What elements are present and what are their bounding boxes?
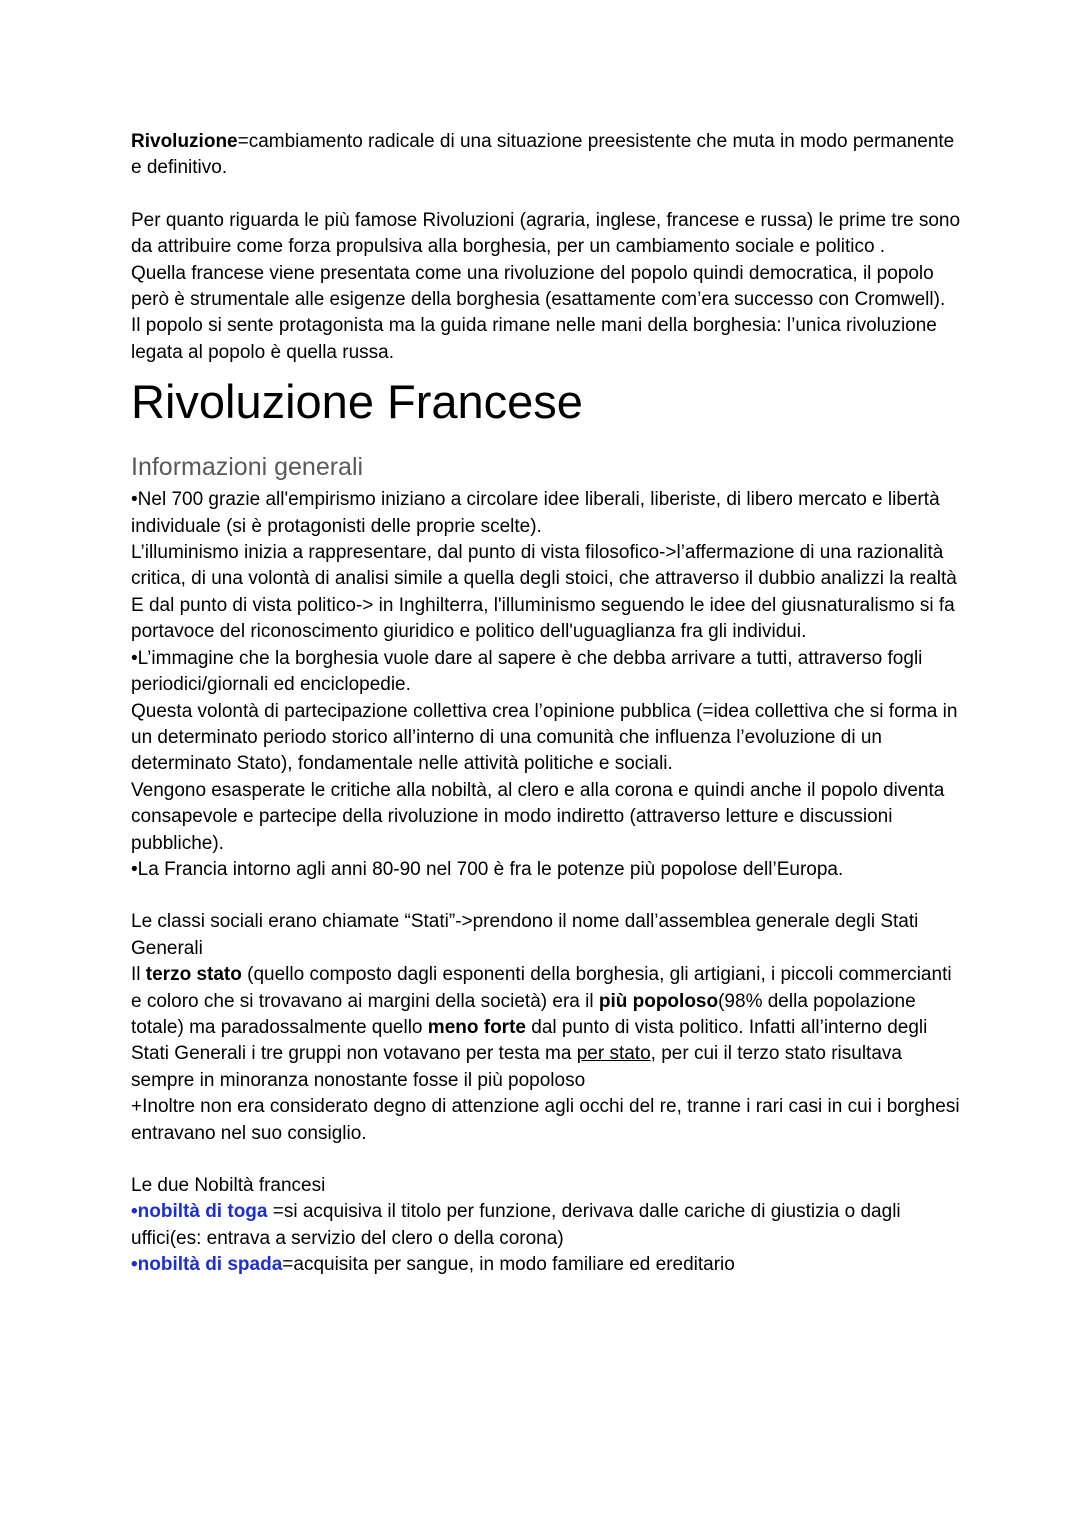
classes-paragraph-3: +Inoltre non era considerato degno di attenzione agli occhi del re, tranne i rari casi in cui i borghesi entravano nel suo consiglio. [131,1096,960,1144]
definition-text: =cambiamento radicale di una situazione preesistente che muta in modo permanente e definitivo. [131,131,955,179]
intro-paragraph-3: Il popolo si sente protagonista ma la guida rimane nelle mani della borghesia: l’unica rivoluzione legata al popolo è quella russa. [131,315,937,363]
intro-paragraph-2: Quella francese viene presentata come una rivoluzione del popolo quindi democratica, il popolo però è strumentale alle esigenze della borghesia (esattamente com’era successo con Cromwell). [131,262,946,311]
nobility-spada-text: =acquisita per sangue, in modo familiare ed ereditario [282,1254,735,1276]
section-paragraph-6: Vengono esasperate le critiche alla nobiltà, al clero e alla corona e quindi anche il popolo diventa consapevole e partecipe della rivoluzione in modo indiretto (attraverso letture e discussioni pubbliche). [131,779,945,854]
classes-paragraph-2 [131,962,961,1094]
section-paragraph-4: •L’immagine che la borghesia vuole dare al sapere è che debba arrivare a tutti, attraverso fogli periodici/giornali ed enciclopedie. [131,647,923,696]
classes-text-1: Il [131,964,146,986]
section-paragraph-5: Questa volontà di partecipazione collettiva crea l’opinione pubblica (=idea collettiva che si forma in un determinato periodo storico all’interno di una comunità che influenza l’evoluzione di un determinato Stato), fondamentale nelle attività politiche e sociali. [131,700,958,775]
classes-text-3: (98% della popolazione totale) ma paradossalmente quello [131,990,916,1038]
section-paragraph-1: •Nel 700 grazie all'empirismo iniziano a circolare idee liberali, liberiste, di libero mercato e libertà individuale (si è protagonisti delle proprie scelte). [131,489,940,537]
classes-text-5: , per cui il terzo stato risultava sempre in minoranza nonostante fosse il più popoloso [131,1043,902,1091]
nobility-spada [131,1252,961,1278]
nobility-spada-term: •nobiltà di spada [131,1254,283,1276]
revolution-definition [131,129,961,182]
classes-paragraph-1: Le classi sociali erano chiamate “Stati”->prendono il nome dall’assemblea generale degli Stati Generali [131,911,919,959]
term-piu-popoloso: più popoloso [598,990,719,1012]
classes-text-2: (quello composto dagli esponenti della borghesia, gli artigiani, i piccoli commercianti e coloro che si trovavano ai margini della società) era il [131,964,952,1012]
document-title: Rivoluzione Francese [131,375,583,429]
nobility-toga-term: •nobiltà di toga [131,1201,268,1223]
nobility-heading: Le due Nobiltà francesi [131,1175,326,1196]
section-heading: Informazioni generali [131,453,364,482]
section-paragraph-7: •La Francia intorno agli anni 80-90 nel 700 è fra le potenze più popolose dell’Europa. [131,858,844,880]
term-per-stato: per stato [576,1043,651,1065]
nobility-toga [131,1199,961,1252]
section-paragraph-2: L’illuminismo inizia a rappresentare, dal punto di vista filosofico->l’affermazione di una razionalità critica, di una volontà di analisi simile a quella degli stoici, che attraverso il dubbio analizzi la realtà [131,542,957,590]
nobility-toga-text: =si acquisiva il titolo per funzione, derivava dalle cariche di giustizia o dagli uffici(es: entrava a servizio del clero o della corona) [131,1201,901,1249]
intro-paragraph-1: Per quanto riguarda le più famose Rivoluzioni (agraria, inglese, francese e russa) le prime tre sono da attribuire come forza propulsiva alla borghesia, per un cambiamento sociale e politico . [131,209,961,258]
definition-term: Rivoluzione [131,131,238,152]
classes-text-4: dal punto di vista politico. Infatti all’interno degli Stati Generali i tre gruppi non votavano per testa ma [131,1016,928,1065]
section-paragraph-3: E dal punto di vista politico-> in Inghilterra, l'illuminismo seguendo le idee del giusnaturalismo si fa portavoce del riconoscimento giuridico e politico dell'uguaglianza fra gli individui. [131,594,955,643]
term-meno-forte: meno forte [427,1016,526,1038]
document-page [131,129,961,1279]
term-terzo-stato: terzo stato [145,964,242,986]
